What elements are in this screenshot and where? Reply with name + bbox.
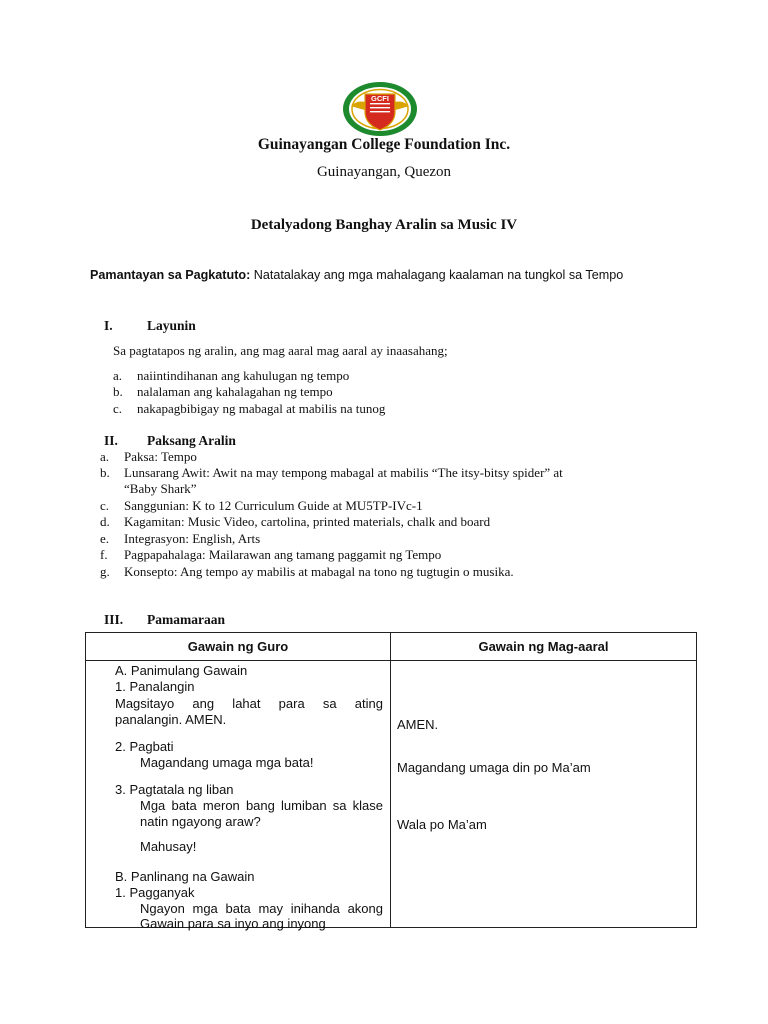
subject-item: “Baby Shark” xyxy=(124,481,197,496)
section-2-title: Paksang Aralin xyxy=(147,433,236,448)
teacher-activities-cell xyxy=(86,661,391,931)
logo-text: GCFI xyxy=(371,94,389,103)
activity-heading: B. Panlinang na Gawain xyxy=(115,869,255,884)
school-logo xyxy=(341,80,419,138)
prayer-text: Magsitayo ang lahat para sa ating xyxy=(115,696,383,711)
absent-question: Mga bata meron bang lumiban sa klase xyxy=(140,798,383,813)
praise-text: Mahusay! xyxy=(140,839,197,854)
student-response: AMEN. xyxy=(397,717,439,732)
objective-item: a. naiintindihanan ang kahulugan ng tempo xyxy=(113,368,350,383)
subject-item: a. Paksa: Tempo xyxy=(100,449,197,464)
procedure-table xyxy=(85,632,697,931)
activity-item: 1. Panalangin xyxy=(115,679,195,694)
standard-text: Natatalakay ang mga mahalagang kaalaman na tungkol sa Tempo xyxy=(253,268,624,282)
learning-standard xyxy=(90,268,623,282)
absent-question: natin ngayong araw? xyxy=(140,814,261,829)
section-3-title: Pamamaraan xyxy=(147,612,225,627)
teacher-column-header: Gawain ng Guro xyxy=(86,633,391,661)
student-response: Wala po Ma’am xyxy=(397,817,487,832)
activity-item: 2. Pagbati xyxy=(115,739,174,754)
activity-heading: A. Panimulang Gawain xyxy=(115,663,248,678)
section-3-number: III. xyxy=(104,612,124,627)
section-2-number: II. xyxy=(104,433,118,448)
student-activities-cell xyxy=(391,661,697,928)
school-name: Guinayangan College Foundation Inc. xyxy=(257,136,511,153)
student-response: Magandang umaga din po Ma’am xyxy=(397,760,591,775)
school-town: Guinayangan, Quezon xyxy=(316,164,452,180)
section-1-title: Layunin xyxy=(147,318,196,333)
subject-item: b. Lunsarang Awit: Awit na may tempong mabagal at mabilis “The itsy-bitsy spider” at xyxy=(100,465,563,480)
objective-item: c. nakapagbibigay ng mabagal at mabilis na tunog xyxy=(113,401,386,416)
prayer-text: panalangin. AMEN. xyxy=(115,712,227,727)
section-1-number: I. xyxy=(104,318,113,333)
student-column-header: Gawain ng Mag-aaral xyxy=(391,633,697,661)
motivation-text: Gawain para sa inyo ang inyong xyxy=(140,916,326,931)
standard-label: Pamantayan sa Pagkatuto: xyxy=(90,268,251,282)
activity-item: 1. Pagganyak xyxy=(115,885,195,900)
document-title: Detalyadong Banghay Aralin sa Music IV xyxy=(250,217,518,233)
activity-item: 3. Pagtatala ng liban xyxy=(115,782,234,797)
motivation-text: Ngayon mga bata may inihanda akong xyxy=(140,901,383,916)
subject-item: g. Konsepto: Ang tempo ay mabilis at mabagal na tono ng tugtugin o musika. xyxy=(100,564,514,579)
objectives-intro: Sa pagtatapos ng aralin, ang mag aaral mag aaral ay inaasahang; xyxy=(113,343,448,358)
subject-item: d. Kagamitan: Music Video, cartolina, printed materials, chalk and board xyxy=(100,514,491,529)
subject-item: c. Sanggunian: K to 12 Curriculum Guide at MU5TP-IVc-1 xyxy=(100,498,423,513)
subject-item: f. Pagpapahalaga: Mailarawan ang tamang paggamit ng Tempo xyxy=(100,547,442,562)
subject-item: e. Integrasyon: English, Arts xyxy=(100,531,261,546)
greeting-text: Magandang umaga mga bata! xyxy=(140,755,314,770)
objective-item: b. nalalaman ang kahalagahan ng tempo xyxy=(113,384,333,399)
